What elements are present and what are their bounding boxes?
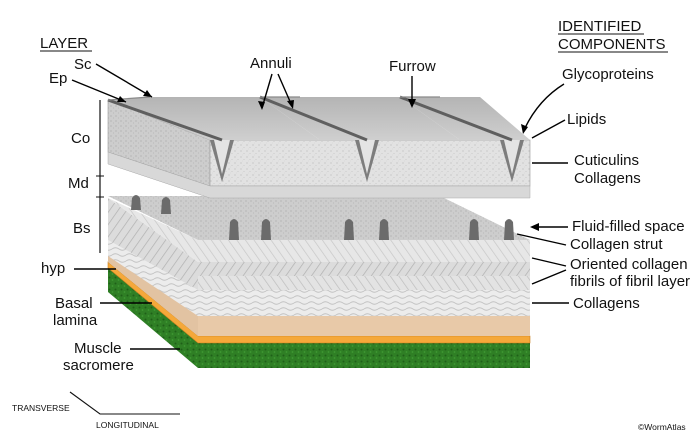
- oriented-collagen-label-1: Oriented collagen: [570, 256, 688, 273]
- longitudinal-label: LONGITUDINAL: [96, 420, 159, 430]
- basal-lamina-label-1: Basal: [55, 295, 93, 312]
- collagen-strut-label: Collagen strut: [570, 236, 663, 253]
- right-heading-2: COMPONENTS: [558, 36, 666, 53]
- basal-lamina-label-2: lamina: [53, 312, 98, 329]
- annuli-label: Annuli: [250, 55, 292, 72]
- credit-label: ©WormAtlas: [638, 422, 686, 432]
- layer-bs-label: Bs: [73, 220, 91, 237]
- layer-ep-label: Ep: [49, 70, 68, 87]
- transverse-label: TRANSVERSE: [12, 403, 70, 413]
- oriented-collagen-label-2: fibrils of fibril layer: [570, 273, 691, 290]
- left-heading: LAYER: [40, 35, 89, 52]
- fluid-space-label: Fluid-filled space: [572, 218, 685, 235]
- lipids-label: Lipids: [567, 111, 607, 128]
- layer-co-label: Co: [71, 130, 91, 147]
- layer-hyp-label: hyp: [41, 260, 66, 277]
- layer-md-label: Md: [68, 175, 89, 192]
- muscle-label-1: Muscle: [74, 340, 122, 357]
- glycoproteins-label: Glycoproteins: [562, 66, 654, 83]
- right-heading-1: IDENTIFIED: [558, 18, 642, 35]
- cuticulins-label: Cuticulins: [574, 152, 640, 169]
- collagens-label: Collagens: [573, 295, 640, 312]
- layer-sc-label: Sc: [74, 56, 92, 73]
- furrow-label: Furrow: [389, 58, 436, 75]
- cortical-layer: [108, 97, 530, 186]
- cuticulins-collagens-label: Collagens: [574, 170, 641, 187]
- orientation-key: [12, 392, 180, 430]
- muscle-label-2: sacromere: [63, 357, 134, 374]
